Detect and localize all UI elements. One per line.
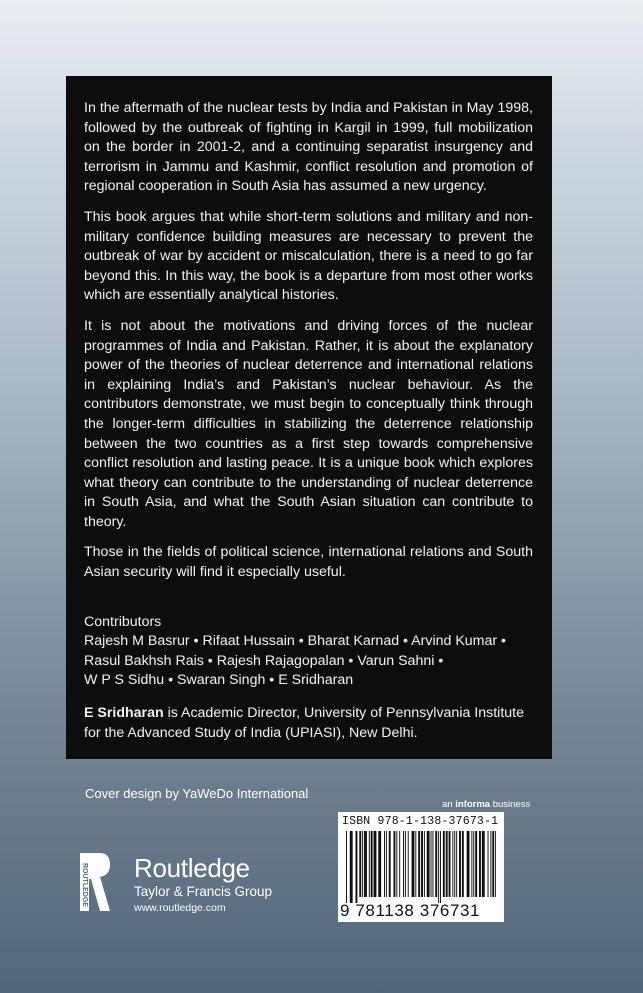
barcode-bar [418, 831, 420, 897]
barcode-bar [359, 831, 361, 897]
isbn-barcode [338, 812, 504, 922]
barcode-bars [346, 831, 496, 903]
barcode-bar [435, 831, 437, 897]
barcode-bar [378, 831, 381, 897]
barcode-bar [384, 831, 385, 897]
editor-bio-text: is Academic Director, University of Pennsylvania Institute for the Advanced Study of India (UPIASI), New Delhi. [84, 705, 524, 741]
barcode-bar [415, 831, 416, 897]
barcode-bar [371, 831, 373, 897]
barcode-bar [396, 831, 397, 897]
barcode-bar [467, 831, 470, 897]
contributors-heading: Contributors [84, 613, 162, 630]
barcode-bar [471, 831, 472, 897]
publisher-block [134, 853, 272, 914]
barcode-bar [488, 831, 489, 897]
barcode-bar [462, 831, 464, 897]
editor-name: E Sridharan [84, 705, 164, 722]
barcode-bar [438, 831, 439, 903]
isbn-label: ISBN 978-1-138-37673-1 [342, 815, 499, 828]
informa-suffix: business [490, 799, 531, 810]
barcode-bar [399, 831, 400, 897]
publisher-name: Routledge [134, 853, 250, 883]
informa-business-tag [442, 799, 530, 810]
barcode-bar [408, 831, 409, 897]
barcode-bar [432, 831, 433, 897]
barcode-bar [456, 831, 457, 897]
contributors-line-2: Rasul Bakhsh Rais • Rajesh Rajagopalan • Varun Sahni • [84, 652, 444, 669]
barcode-bar [362, 831, 363, 897]
blurb-paragraph-2: This book argues that while short-term solutions and military and non-military confidence building measures are necessary to prevent the outbreak of war by accident or miscalculation, there is a need to go far beyond this. In this way, the book is a departure from most other works which are essentially analytical histories. [84, 208, 533, 304]
barcode-bar [440, 831, 441, 903]
barcode-bar [356, 831, 358, 903]
barcode-bar [421, 831, 423, 897]
editor-bio [84, 704, 533, 743]
barcode-bar [475, 831, 477, 897]
barcode-bar [386, 831, 387, 897]
barcode-bar [369, 831, 370, 897]
barcode-bar [389, 831, 391, 897]
barcode-bar [452, 831, 453, 897]
contributors-line-3: W P S Sidhu • Swaran Singh • E Sridharan [84, 672, 354, 689]
barcode-bar [446, 831, 448, 897]
blurb-paragraph-3: It is not about the motivations and driving forces of the nuclear programmes of India and Pakistan. Rather, it is about the explanatory power of the theories of nuclear deterrence and international relations in explaining India’s and Pakistan’s nuclear behaviour. As the contributors demonstrate, we must begin to conceptually think through the longer-term difficulties in stabilizing the deterrence relationship between the two countries as a first step towards comprehensive conflict resolution and lasting peace. It is a unique book which explores what theory can contribute to the understanding of nuclear deterrence in South Asia, and what the South Asian situation can contribute to theory. [84, 317, 533, 530]
barcode-bar [403, 831, 404, 897]
barcode-bar [482, 831, 485, 897]
barcode-bar [424, 831, 425, 897]
barcode-bar [454, 831, 455, 897]
logo-mark-text: ROUTLEDGE [81, 863, 88, 907]
barcode-bar [495, 831, 496, 897]
back-cover-blurb-panel [66, 76, 552, 759]
cover-design-credit: Cover design by YaWeDo International [85, 786, 309, 801]
publisher-url[interactable]: www.routledge.com [134, 902, 226, 914]
barcode-bar [473, 831, 474, 897]
barcode-bar [405, 831, 406, 897]
publisher-group: Taylor & Francis Group [134, 884, 273, 899]
barcode-bar [479, 831, 481, 897]
barcode-bar [394, 831, 396, 897]
contributors-section [84, 613, 533, 691]
informa-prefix: an [442, 799, 456, 810]
barcode-bar [459, 831, 461, 897]
barcode-bar [449, 831, 451, 897]
barcode-bar [492, 831, 494, 897]
routledge-mark-icon [78, 851, 112, 913]
barcode-bar [443, 831, 445, 897]
barcode-bar [431, 831, 432, 897]
blurb-paragraph-4: Those in the fields of political science, international relations and South Asian security will find it especially useful. [84, 544, 533, 581]
barcode-bar [350, 831, 353, 903]
barcode-number: 9 781138 376731 [340, 901, 481, 920]
barcode-bar [490, 831, 491, 897]
barcode-bar [374, 831, 377, 897]
barcode-bar [427, 831, 430, 897]
informa-brand: informa [455, 799, 491, 810]
barcode-bar [364, 831, 367, 897]
blurb-paragraph-1: In the aftermath of the nuclear tests by India and Pakistan in May 1998, followed by the outbreak of fighting in Kargil in 1999, full mobilization on the border in 2001-2, and a continuing separatist insurgency and terrorism in Jammu and Kashmir, conflict resolution and promotion of regional cooperation in South Asia has assumed a new urgency. [84, 100, 533, 195]
barcode-bar [412, 831, 415, 897]
barcode-bar [346, 831, 347, 903]
contributors-line-1: Rajesh M Basrur • Rifaat Hussain • Bharat Karnad • Arvind Kumar • [84, 633, 507, 650]
